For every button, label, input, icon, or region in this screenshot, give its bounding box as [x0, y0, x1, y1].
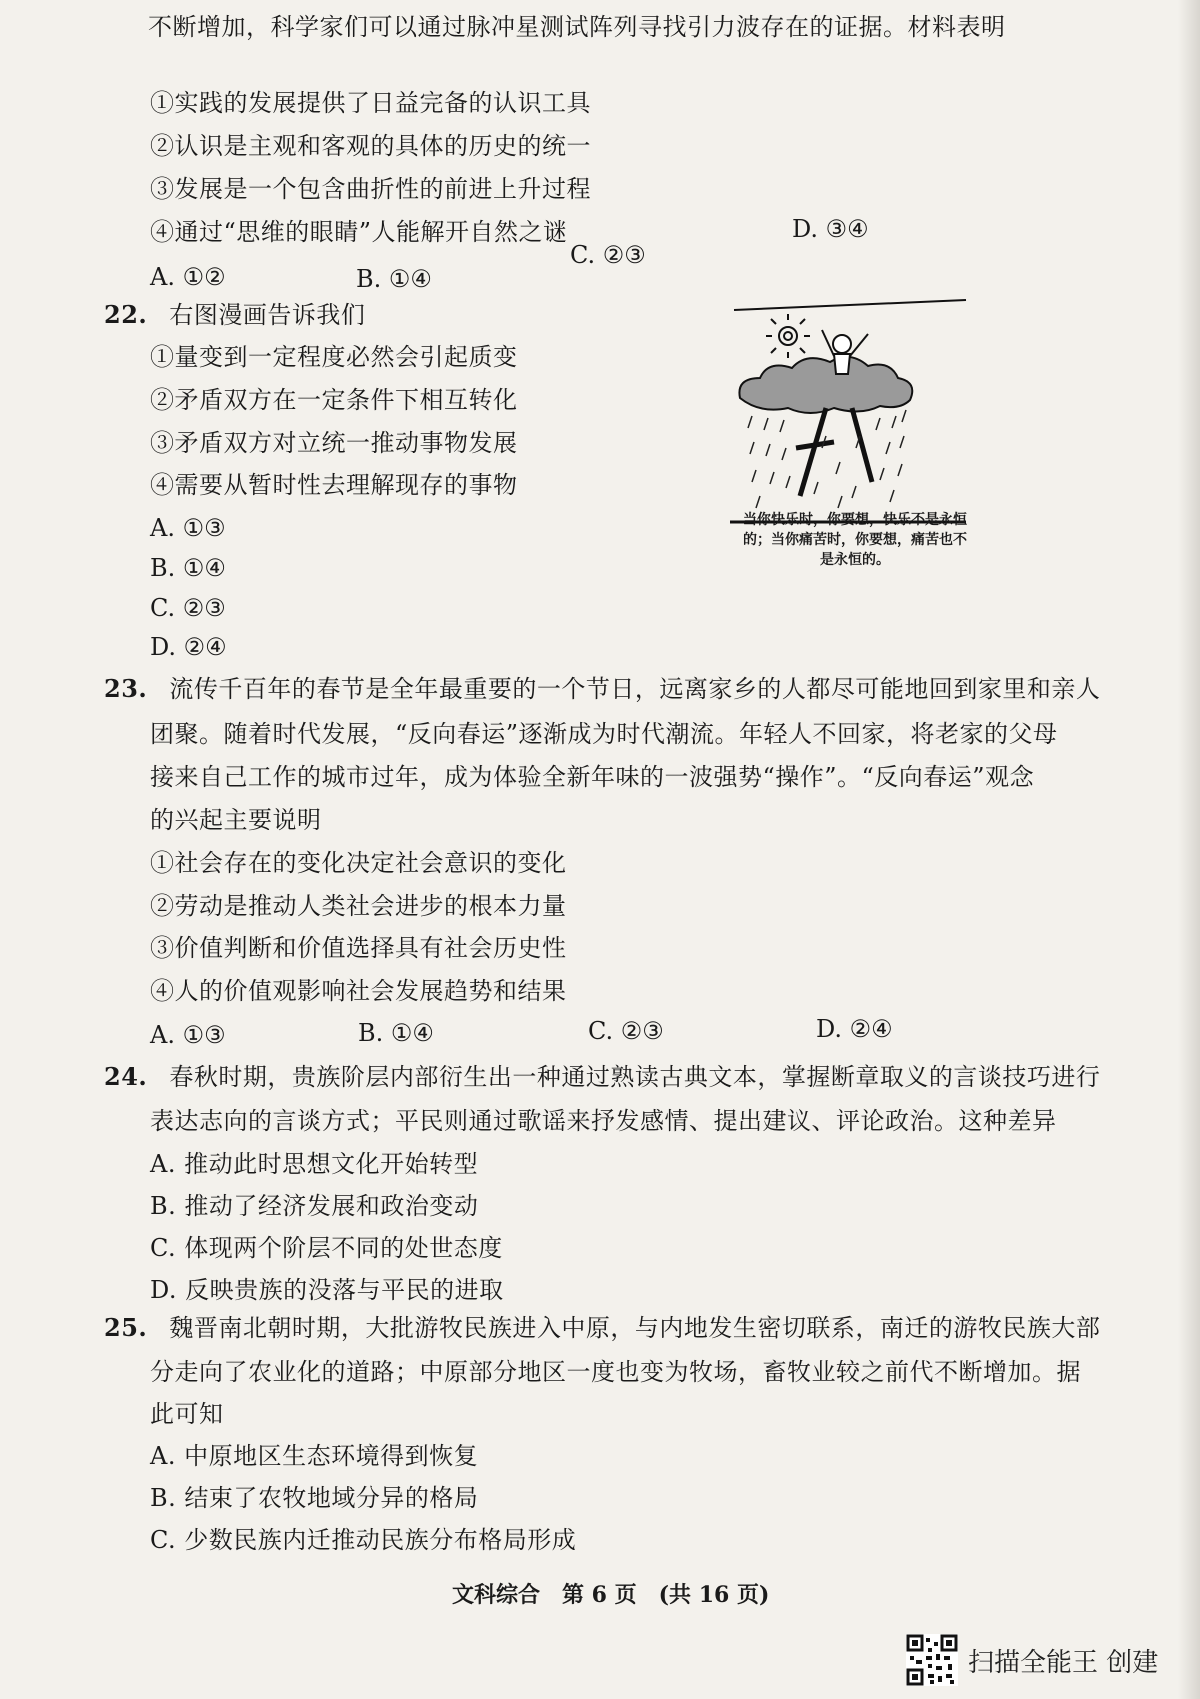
q21-item-3: ③发展是一个包含曲折性的前进上升过程 — [150, 175, 591, 203]
qr-code-icon — [906, 1634, 958, 1686]
rain-lines — [748, 410, 906, 508]
q23-stem-line-4: 的兴起主要说明 — [150, 806, 322, 834]
q23-stem-text-1: 流传千百年的春节是全年最重要的一个节日，远离家乡的人都尽可能地回到家里和亲人 — [169, 675, 1101, 703]
q22-number: 22. — [104, 300, 148, 329]
q25-stem-text-1: 魏晋南北朝时期，大批游牧民族进入中原，与内地发生密切联系，南迁的游牧民族大部 — [169, 1314, 1101, 1342]
q24-stem-text-1: 春秋时期，贵族阶层内部衍生出一种通过熟读古典文本，掌握断章取义的言谈技巧进行 — [169, 1063, 1101, 1091]
q22-option-c: C. ②③ — [150, 594, 226, 622]
q21-item-4: ④通过“思维的眼睛”人能解开自然之谜 — [150, 218, 568, 246]
q23-stem-line-1 — [104, 674, 1100, 704]
page-edge-shadow — [1178, 0, 1200, 1699]
q24-option-d: D. 反映贵族的没落与平民的进取 — [150, 1276, 504, 1304]
q21-option-d: D. ③④ — [792, 215, 869, 243]
q23-option-c: C. ②③ — [588, 1017, 664, 1045]
q24-option-a: A. 推动此时思想文化开始转型 — [150, 1150, 479, 1178]
q21-option-c: C. ②③ — [570, 241, 646, 269]
q21-option-a: A. ①② — [150, 263, 226, 291]
q22-stem-text: 右图漫画告诉我们 — [169, 301, 366, 329]
q25-number: 25. — [104, 1313, 148, 1342]
stilt-legs — [796, 408, 872, 496]
sun-icon — [766, 314, 810, 358]
q21-option-b: B. ①④ — [356, 265, 432, 293]
q22-item-4: ④需要从暂时性去理解现存的事物 — [150, 471, 518, 499]
q22-item-1: ①量变到一定程度必然会引起质变 — [150, 343, 518, 371]
q21-item-2: ②认识是主观和客观的具体的历史的统一 — [150, 132, 591, 160]
q22-item-3: ③矛盾双方对立统一推动事物发展 — [150, 429, 518, 457]
q22-option-a: A. ①③ — [150, 514, 226, 542]
q23-item-2: ②劳动是推动人类社会进步的根本力量 — [150, 892, 567, 920]
page-footer: 文科综合 第 6 页 (共 16 页) — [452, 1582, 770, 1608]
q23-item-1: ①社会存在的变化决定社会意识的变化 — [150, 849, 567, 877]
scanner-text: 扫描全能王 创建 — [968, 1647, 1159, 1678]
scanner-watermark — [906, 1634, 1158, 1686]
q24-number: 24. — [104, 1062, 148, 1091]
q24-stem-line-2: 表达志向的言谈方式；平民则通过歌谣来抒发感情、提出建议、评论政治。这种差异 — [150, 1107, 1057, 1135]
q23-stem-line-3: 接来自己工作的城市过年，成为体验全新年味的一波强势“操作”。“反向春运”观念 — [150, 763, 1035, 791]
q23-item-3: ③价值判断和价值选择具有社会历史性 — [150, 934, 567, 962]
q25-stem-line-2: 分走向了农业化的道路；中原部分地区一度也变为牧场，畜牧业较之前代不断增加。据 — [150, 1358, 1081, 1386]
q21-item-1: ①实践的发展提供了日益完备的认识工具 — [150, 89, 591, 117]
q23-item-4: ④人的价值观影响社会发展趋势和结果 — [150, 977, 567, 1005]
q22-stem — [104, 300, 365, 330]
q22-option-b: B. ①④ — [150, 554, 226, 582]
q23-number: 23. — [104, 674, 148, 703]
cartoon-caption: 当你快乐时，你要想，快乐不是永恒的；当你痛苦时，你要想，痛苦也不是永恒的。 — [743, 512, 967, 568]
q25-option-a: A. 中原地区生态环境得到恢复 — [150, 1442, 479, 1470]
q23-option-d: D. ②④ — [816, 1015, 893, 1043]
q23-option-b: B. ①④ — [358, 1019, 434, 1047]
q24-stem-line-1 — [104, 1062, 1100, 1092]
q25-option-c: C. 少数民族内迁推动民族分布格局形成 — [150, 1526, 577, 1554]
q24-option-b: B. 推动了经济发展和政治变动 — [150, 1192, 479, 1220]
q24-option-c: C. 体现两个阶层不同的处世态度 — [150, 1234, 503, 1262]
q25-option-b: B. 结束了农牧地域分异的格局 — [150, 1484, 479, 1512]
q25-stem-line-3: 此可知 — [150, 1400, 224, 1428]
q25-stem-line-1 — [104, 1313, 1100, 1343]
q23-stem-line-2: 团聚。随着时代发展，“反向春运”逐渐成为时代潮流。年轻人不回家，将老家的父母 — [150, 720, 1058, 748]
q22-item-2: ②矛盾双方在一定条件下相互转化 — [150, 386, 518, 414]
q21-stem-line-0: 不断增加，科学家们可以通过脉冲星测试阵列寻找引力波存在的证据。材料表明 — [148, 13, 1006, 41]
cloud-shape — [739, 357, 912, 413]
q23-option-a: A. ①③ — [150, 1021, 226, 1049]
q22-option-d: D. ②④ — [150, 633, 227, 661]
